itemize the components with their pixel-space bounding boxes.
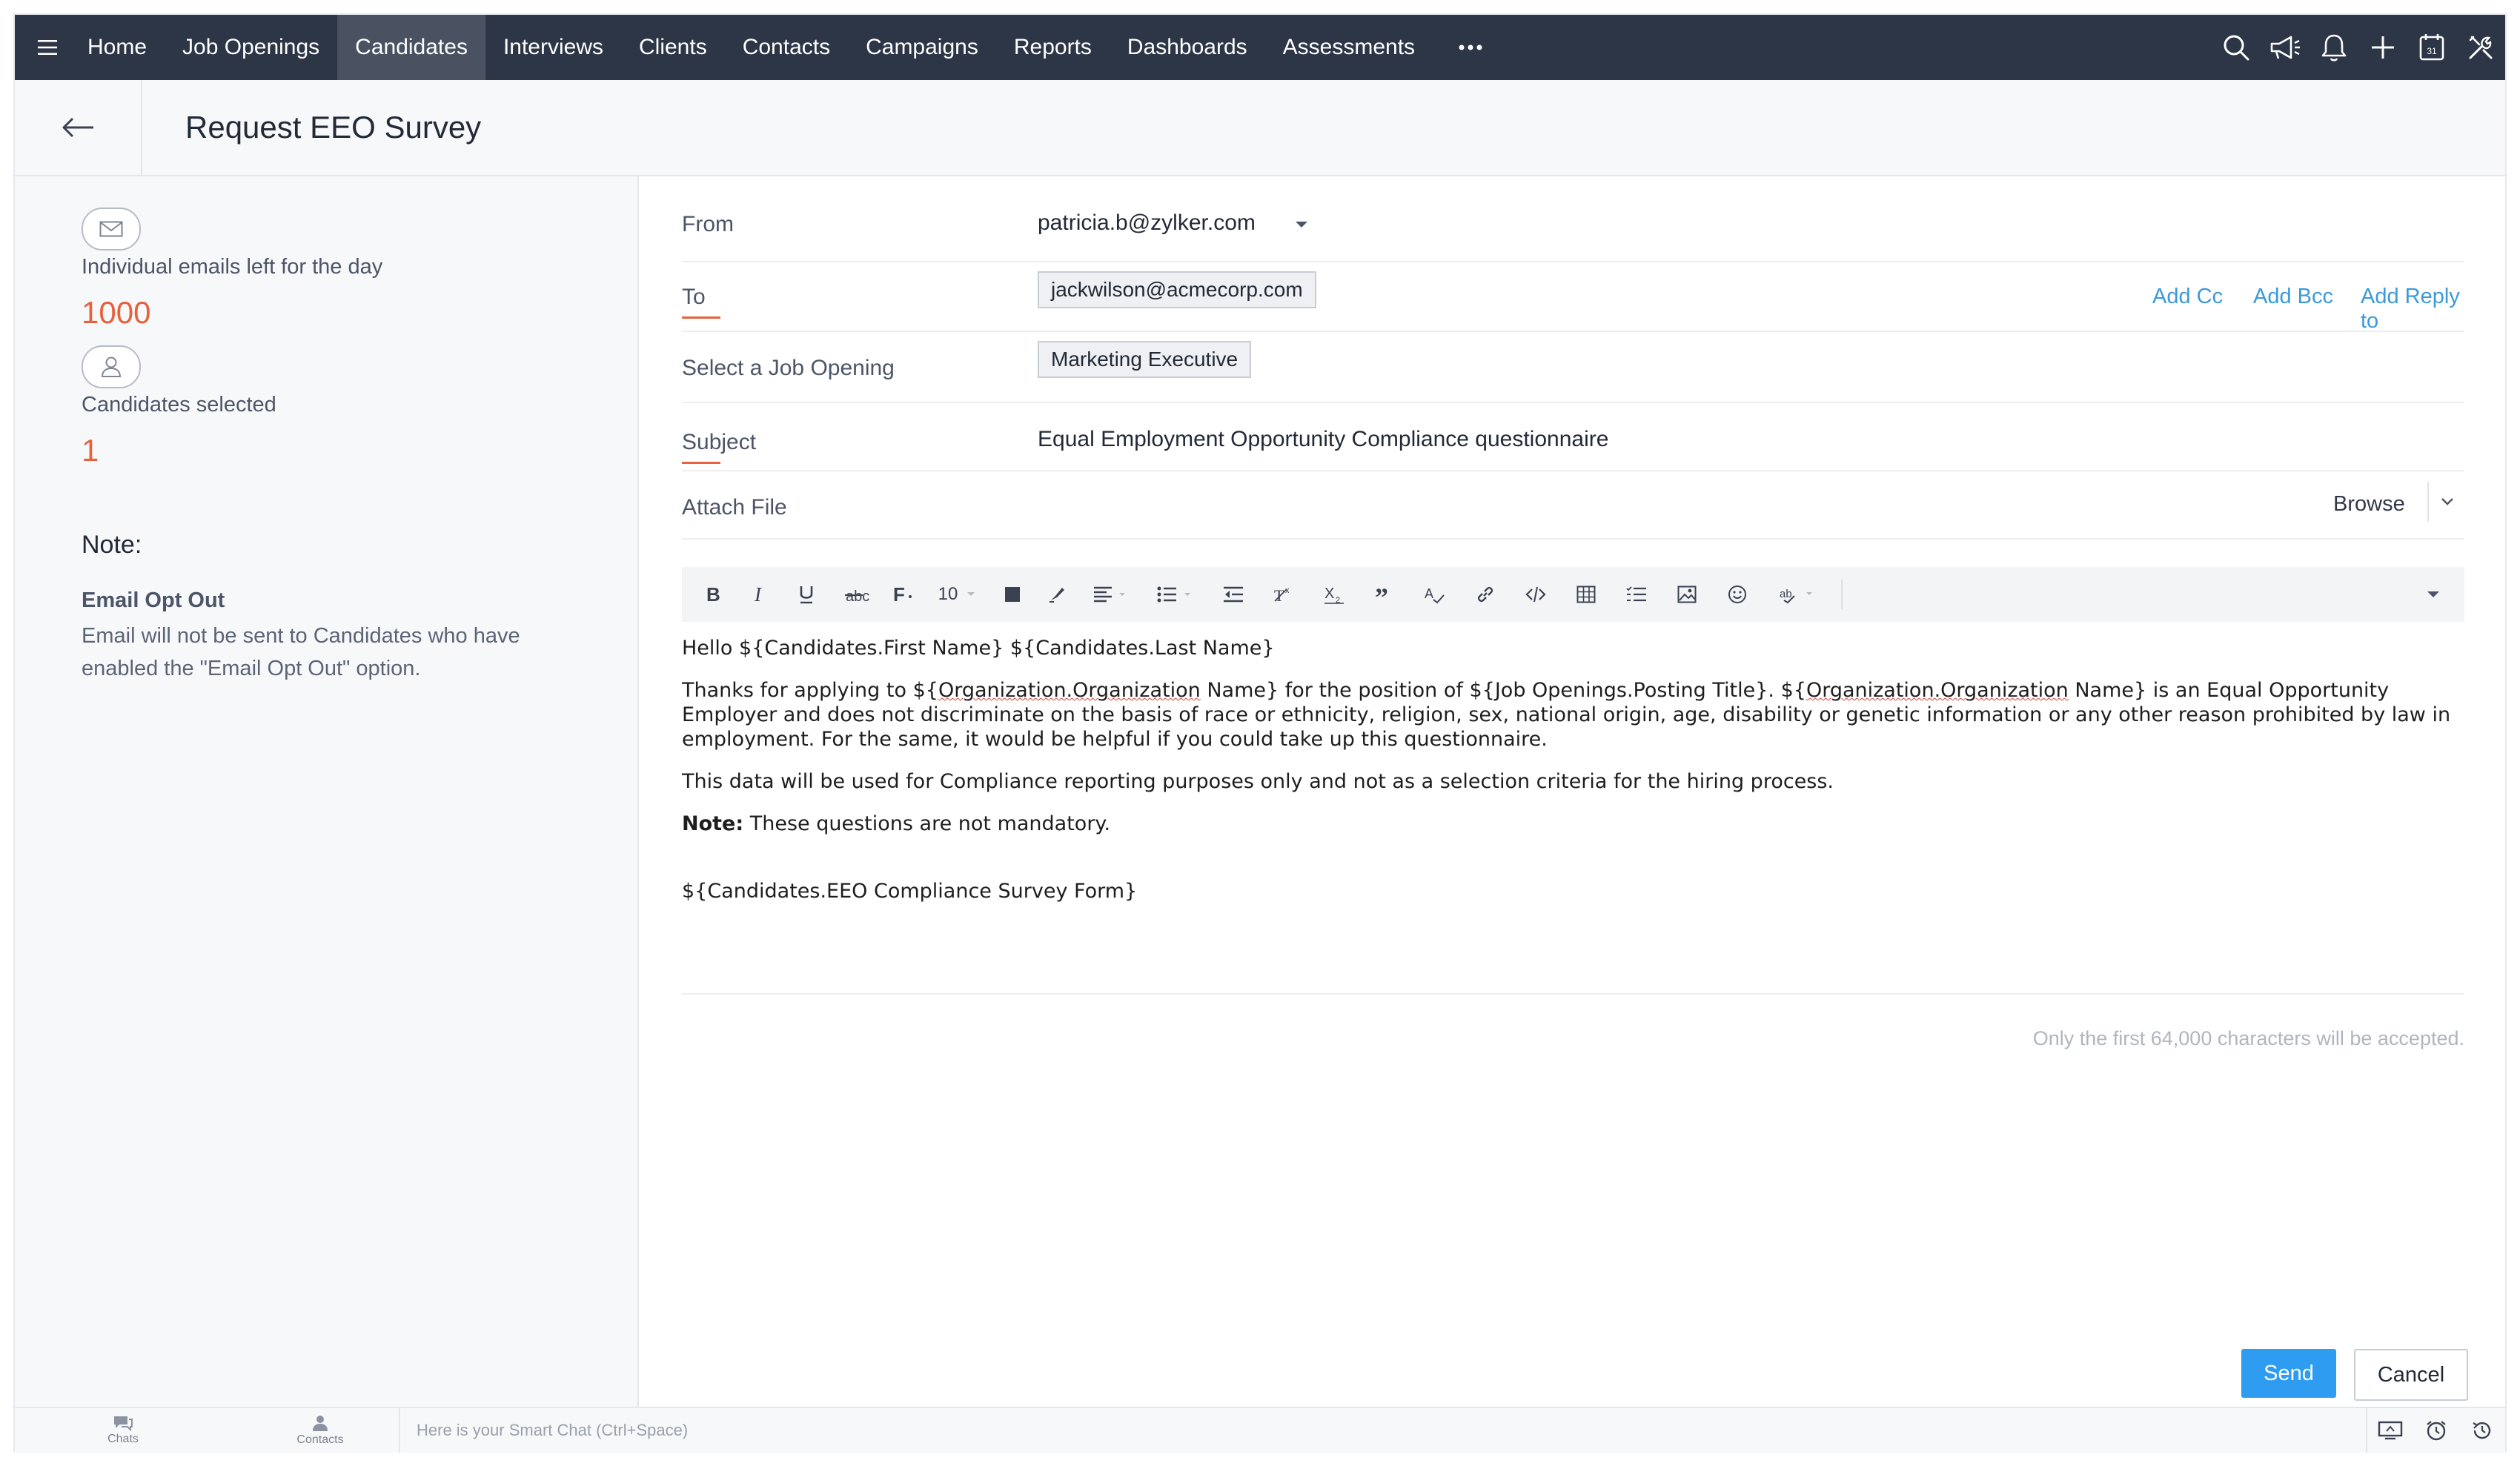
job-opening-label: Select a Job Opening — [682, 356, 895, 380]
attach-row — [682, 470, 2464, 540]
image-icon[interactable] — [1665, 567, 1709, 622]
blockquote-icon[interactable] — [1362, 567, 1407, 622]
nav-job-openings[interactable]: Job Openings — [182, 35, 320, 59]
greeting-line: Hello ${Candidates.First Name} ${Candidates.Last Name} — [682, 637, 1275, 660]
bell-icon[interactable] — [2310, 15, 2358, 80]
hamburger-menu-icon[interactable] — [25, 15, 70, 80]
nav-interviews[interactable]: Interviews — [503, 35, 603, 59]
candidates-selected-count: 1 — [82, 433, 99, 468]
top-navigation — [15, 15, 2505, 80]
search-icon[interactable] — [2212, 15, 2261, 80]
calendar-icon[interactable] — [2407, 15, 2456, 80]
italic-icon[interactable] — [738, 567, 780, 622]
nav-clients[interactable]: Clients — [639, 35, 707, 59]
nav-campaigns[interactable]: Campaigns — [866, 35, 978, 59]
svg-text:I: I — [755, 583, 761, 606]
svg-text:T: T — [1274, 586, 1284, 605]
megaphone-icon[interactable] — [2261, 15, 2310, 80]
cancel-button[interactable]: Cancel — [2354, 1349, 2468, 1401]
svg-text:X: X — [1324, 586, 1335, 602]
arrow-left-icon — [61, 116, 95, 139]
alarm-clock-icon[interactable] — [2413, 1408, 2459, 1453]
nav-candidates[interactable]: Candidates — [337, 15, 485, 80]
svg-text:abc: abc — [846, 588, 870, 605]
font-size-select[interactable] — [931, 567, 983, 622]
intro-text-1: Thanks for applying to ${ — [682, 679, 938, 702]
chat-icon — [113, 1415, 133, 1431]
calendar-day-text: 31 — [2427, 46, 2437, 56]
subject-input[interactable]: Equal Employment Opportunity Compliance questionnaire — [1038, 427, 1609, 451]
spellcheck-icon[interactable] — [1413, 567, 1457, 622]
indent-icon[interactable] — [1211, 567, 1256, 622]
email-opt-out-title: Email Opt Out — [82, 588, 225, 612]
note-bold: Note: — [682, 812, 744, 835]
contact-icon — [311, 1414, 329, 1432]
email-opt-out-text: Email will not be sent to Candidates who have enabled the "Email Opt Out" option. — [82, 624, 520, 680]
checklist-icon[interactable] — [1614, 567, 1659, 622]
candidates-selected-label: Candidates selected — [82, 393, 276, 417]
info-sidebar — [15, 176, 639, 1407]
mail-icon — [82, 208, 141, 251]
chevron-down-icon[interactable] — [2440, 497, 2455, 511]
svg-text:2: 2 — [1336, 596, 1341, 605]
page-title: Request EEO Survey — [185, 110, 482, 145]
add-reply-to-link[interactable]: Add Reply to — [2361, 285, 2460, 333]
intro-text-5: Name} is an Equal Opportunity Employer and does not discriminate on the basis of race or ethnicity, religion, sex, national origin, age, disability or genetic information or any other reason prohibited by law in employment. For the same, it would be helpful if you could take up this questionnaire. — [682, 679, 2451, 751]
from-select[interactable]: patricia.b@zylker.com — [1038, 210, 1256, 235]
editor-toolbar — [682, 567, 2464, 622]
toolbar-expand-icon[interactable] — [2411, 567, 2456, 622]
clear-format-icon[interactable] — [1261, 567, 1306, 622]
svg-text:ab: ab — [1780, 588, 1792, 600]
contacts-button[interactable] — [268, 1408, 372, 1453]
intro-text-4: Organization.Organization — [1806, 679, 2069, 702]
highlight-icon[interactable] — [1038, 567, 1076, 622]
align-icon[interactable] — [1082, 567, 1137, 622]
emails-left-count: 1000 — [82, 295, 151, 330]
editor-bottom-divider — [682, 993, 2464, 995]
character-limit-note: Only the first 64,000 characters will be accepted. — [2032, 1027, 2464, 1049]
table-icon[interactable] — [1564, 567, 1608, 622]
back-button[interactable] — [15, 80, 142, 175]
app-frame — [15, 15, 2505, 1451]
text-color-icon[interactable] — [993, 567, 1032, 622]
font-size-value: 10 — [938, 584, 958, 604]
to-label: To — [682, 285, 706, 309]
subject-label: Subject — [682, 430, 757, 454]
emails-left-label: Individual emails left for the day — [82, 255, 383, 279]
link-icon[interactable] — [1463, 567, 1508, 622]
bullet-list-icon[interactable] — [1143, 567, 1205, 622]
bold-icon[interactable] — [691, 567, 732, 622]
browse-divider — [2427, 482, 2429, 522]
svg-text:B: B — [706, 583, 720, 606]
font-family-icon[interactable] — [881, 567, 925, 622]
nav-contacts[interactable]: Contacts — [742, 35, 831, 59]
email-compose-form — [682, 176, 2479, 1407]
history-icon[interactable] — [2459, 1408, 2505, 1453]
user-icon — [82, 345, 141, 388]
page-header — [15, 80, 2505, 176]
browse-button[interactable]: Browse — [2333, 492, 2405, 516]
svg-text:x: x — [1285, 586, 1290, 595]
chats-label: Chats — [107, 1433, 139, 1445]
note-paragraph — [682, 812, 2464, 836]
subscript-icon[interactable] — [1312, 567, 1356, 622]
add-bcc-link[interactable]: Add Bcc — [2253, 285, 2333, 308]
job-opening-row — [682, 331, 2464, 403]
more-icon[interactable] — [1437, 15, 1504, 80]
job-opening-chip[interactable]: Marketing Executive — [1038, 341, 1251, 378]
intro-paragraph — [682, 678, 2464, 752]
spell-options-icon[interactable] — [1765, 567, 1828, 622]
underline-icon[interactable] — [786, 567, 827, 622]
chats-button[interactable] — [71, 1408, 175, 1453]
toolbar-divider — [1841, 580, 1843, 609]
send-button[interactable]: Send — [2241, 1349, 2336, 1398]
nav-assessments[interactable]: Assessments — [1282, 35, 1416, 59]
survey-form-placeholder: ${Candidates.EEO Compliance Survey Form} — [682, 880, 1138, 903]
note-heading: Note: — [82, 531, 142, 559]
email-body-editor[interactable] — [682, 636, 2464, 921]
compliance-paragraph: This data will be used for Compliance reporting purposes only and not as a selection criteria for the hiring process. — [682, 770, 1834, 793]
attach-file-label: Attach File — [682, 495, 787, 520]
code-icon[interactable] — [1513, 567, 1558, 622]
svg-text:F: F — [893, 583, 905, 606]
from-dropdown-icon[interactable] — [1294, 219, 1309, 233]
smart-chat-input[interactable]: Here is your Smart Chat (Ctrl+Space) — [399, 1408, 2381, 1453]
nav-reports[interactable]: Reports — [1013, 35, 1092, 59]
strikethrough-icon[interactable] — [833, 567, 875, 622]
add-cc-link[interactable]: Add Cc — [2152, 285, 2224, 308]
from-row — [682, 176, 2464, 262]
to-row — [682, 261, 2464, 332]
to-recipient-chip[interactable]: jackwilson@acmecorp.com — [1038, 271, 1316, 308]
nav-icon-group — [2212, 15, 2505, 80]
contacts-label: Contacts — [296, 1433, 344, 1446]
plus-icon[interactable] — [2358, 15, 2407, 80]
intro-text-3: Name} for the position of ${Job Openings.Posting Title}. ${ — [1200, 679, 1806, 702]
nav-home[interactable]: Home — [87, 35, 147, 59]
bottom-right-icons — [2366, 1408, 2505, 1453]
nav-dashboards[interactable]: Dashboards — [1127, 35, 1247, 59]
svg-text:”: ” — [1375, 583, 1388, 612]
tools-icon[interactable] — [2456, 15, 2505, 80]
subject-row — [682, 402, 2464, 471]
intro-text-2: Organization.Organization — [938, 679, 1201, 702]
bottom-bar — [15, 1407, 2505, 1453]
svg-text:A: A — [1425, 586, 1434, 601]
note-text: These questions are not mandatory. — [743, 812, 1111, 835]
from-label: From — [682, 212, 734, 236]
emoji-icon[interactable] — [1715, 567, 1760, 622]
screen-share-icon[interactable] — [2366, 1408, 2413, 1453]
